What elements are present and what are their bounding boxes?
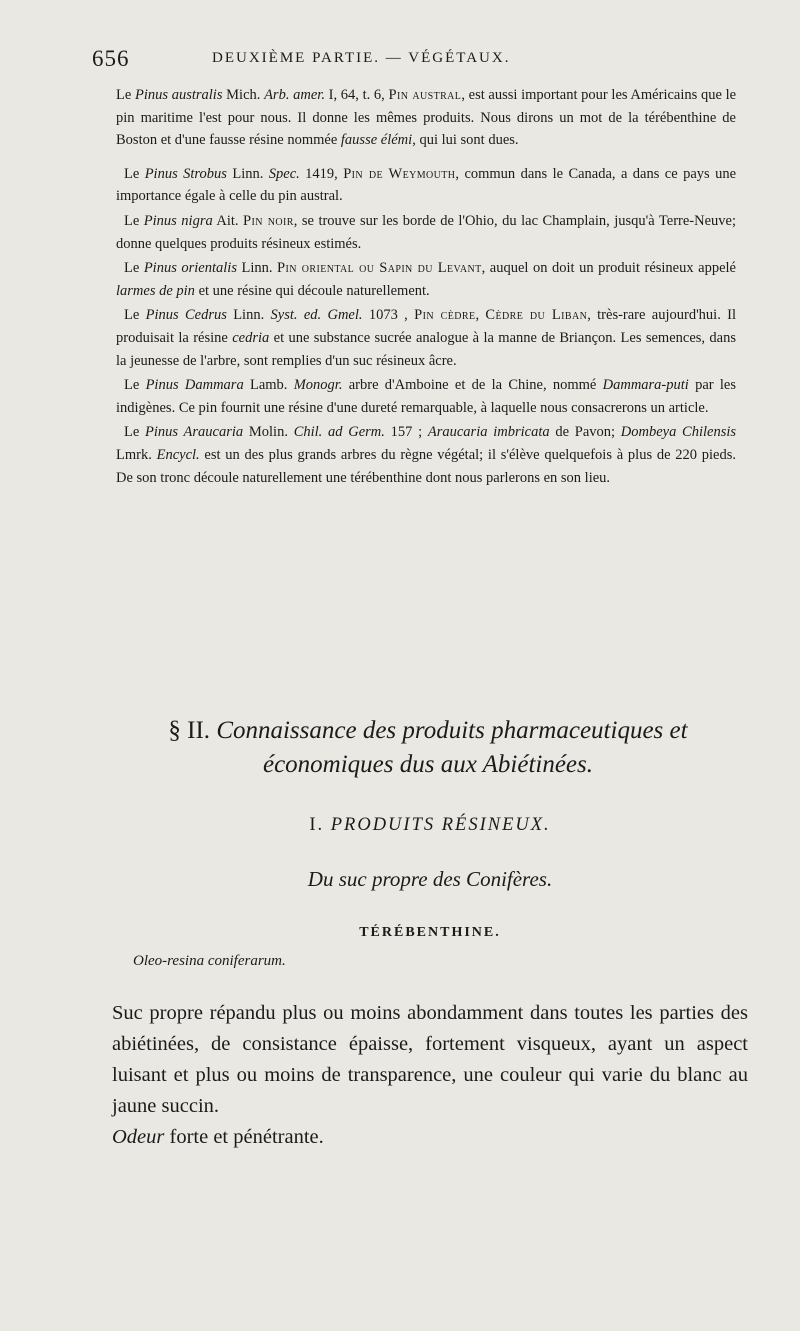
subheading-suc-propre: Du suc propre des Conifères. <box>307 867 553 891</box>
text-run: et une résine qui découle naturellement. <box>194 282 430 299</box>
text-run: Linn. <box>226 307 271 324</box>
body-paragraph <box>112 998 748 1122</box>
section-heading <box>108 714 748 782</box>
text-run: Lamb. <box>243 377 294 394</box>
text-run: Linn. <box>226 165 269 182</box>
italic-text: larmes de pin <box>116 282 195 299</box>
text-run: Le <box>124 424 146 441</box>
latin-name: Oleo-resina coniferarum. <box>133 953 286 969</box>
small-caps-text: Pin noir <box>243 212 294 229</box>
subheading-resinous-products <box>110 815 750 836</box>
species-paragraph <box>116 163 736 208</box>
italic-text: Chil. ad Germ. <box>293 424 385 441</box>
italic-text: Arb. amer. <box>264 87 325 103</box>
text-run: arbre d'Amboine et de la Chine, nommé <box>342 377 603 394</box>
text-run: Mich. <box>222 87 265 103</box>
text-run: 157 ; <box>384 424 428 441</box>
italic-text: Dammara-puti <box>602 377 689 394</box>
text-run: , qui lui sont dues. <box>412 132 519 149</box>
running-head: DEUXIÈME PARTIE. — VÉGÉTAUX. <box>212 50 511 66</box>
italic-text: Pinus Cedrus <box>145 307 227 324</box>
italic-text: Monogr. <box>293 377 343 394</box>
species-paragraph <box>116 304 736 372</box>
italic-text: Araucaria imbricata <box>427 424 550 441</box>
text-run: par les indigènes. Ce pin fournit une résine d'une dureté remarquable, à laquelle nous consacrerons un article. <box>116 377 736 416</box>
italic-text: Pinus Strobus <box>144 165 227 182</box>
text-run: Linn. <box>236 260 278 277</box>
italic-text: Odeur <box>112 1126 165 1148</box>
section-title: Connaissance des produits pharmaceutiques et économiques dus aux Abiétinées. <box>216 717 688 778</box>
species-entries <box>116 84 736 491</box>
text-run: 1073 , <box>362 307 415 324</box>
species-paragraph <box>116 421 736 489</box>
italic-text: Encycl. <box>156 446 200 463</box>
text-run: , <box>475 307 486 324</box>
text-run: forte et pénétrante. <box>164 1126 324 1148</box>
species-paragraph <box>116 84 736 152</box>
italic-text: Syst. ed. Gmel. <box>270 307 363 324</box>
text-run: Le <box>116 87 135 103</box>
text-run: , se trouve sur les borde de l'Ohio, du lac Champlain, jusqu'à Terre-Neuve; donne quelques produits résineux estimés. <box>116 212 737 252</box>
text-run: Lmrk. <box>116 446 157 463</box>
italic-text: fausse élémi <box>340 132 413 149</box>
subheading-number: I. <box>309 815 325 835</box>
italic-text: cedria <box>232 329 270 346</box>
section-number: § II. <box>168 717 211 744</box>
text-run: I, 64, t. 6, <box>324 87 389 103</box>
text-run: Le <box>124 307 146 324</box>
species-paragraph <box>116 374 736 419</box>
text-run: et une substance sucrée analogue à la manne de Briançon. Les semences, dans la jeunesse de l'arbre, sont remplies d'un suc résineux âcre. <box>116 329 736 369</box>
text-run: Le <box>124 165 145 182</box>
text-run: Molin. <box>243 424 294 441</box>
italic-text: Dombeya Chilensis <box>620 424 737 441</box>
small-caps-text: Cèdre du Liban <box>485 307 588 324</box>
species-paragraph <box>116 210 736 255</box>
body-paragraph <box>112 1122 748 1153</box>
text-run: , est aussi important pour les Américains que le pin maritime l'est pour nous. Il donne les mêmes produits. Nous dirons un mot de la térébenthine de Boston et d'une fausse résine nommée <box>116 87 737 149</box>
italic-text: Pinus australis <box>134 87 223 103</box>
text-run: 1419, <box>299 165 344 182</box>
text-run: , très-rare aujourd'hui. Il produisait la résine <box>116 307 737 346</box>
italic-text: Pinus Dammara <box>145 377 244 394</box>
small-caps-text: Pin de Weymouth <box>343 165 456 182</box>
text-run: , auquel on doit un produit résineux appelé <box>481 260 736 277</box>
italic-text: Pinus nigra <box>143 212 213 229</box>
italic-text: Pinus orientalis <box>143 260 237 277</box>
italic-text: Spec. <box>268 165 300 182</box>
description-body <box>112 998 748 1153</box>
text-run: de Pavon; <box>549 424 621 441</box>
species-paragraph <box>116 257 736 302</box>
text-run: est un des plus grands arbres du règne végétal; il s'élève quelquefois à plus de 220 pieds. De son tronc découle naturellement une térébenthine dont nous parlerons en son lieu. <box>116 446 736 486</box>
page-header <box>92 44 752 76</box>
italic-text: Pinus Araucaria <box>145 424 244 441</box>
text-run: Ait. <box>212 212 244 229</box>
text-run: Le <box>124 212 144 229</box>
text-run: , commun dans le Canada, a dans ce pays une importance égale à celle du pin austral. <box>116 165 737 205</box>
small-caps-text: Pin cèdre <box>414 307 476 324</box>
page-number: 656 <box>92 46 130 71</box>
text-run: Le <box>124 377 146 394</box>
subheading-title: PRODUITS RÉSINEUX. <box>330 815 551 835</box>
small-caps-text: Pin austral <box>388 87 462 103</box>
text-run: Suc propre répandu plus ou moins abondamment dans toutes les parties des abiétinées, de consistance épaisse, fortement visqueux, ayant un aspect luisant et plus ou moins de transparence, une couleur qui varie du blanc au jaune succin. <box>112 1002 748 1117</box>
subheading-terebenthine: TÉRÉBENTHINE. <box>359 925 501 940</box>
small-caps-text: Pin oriental ou Sapin du Levant <box>277 260 482 277</box>
text-run: Le <box>124 260 144 277</box>
